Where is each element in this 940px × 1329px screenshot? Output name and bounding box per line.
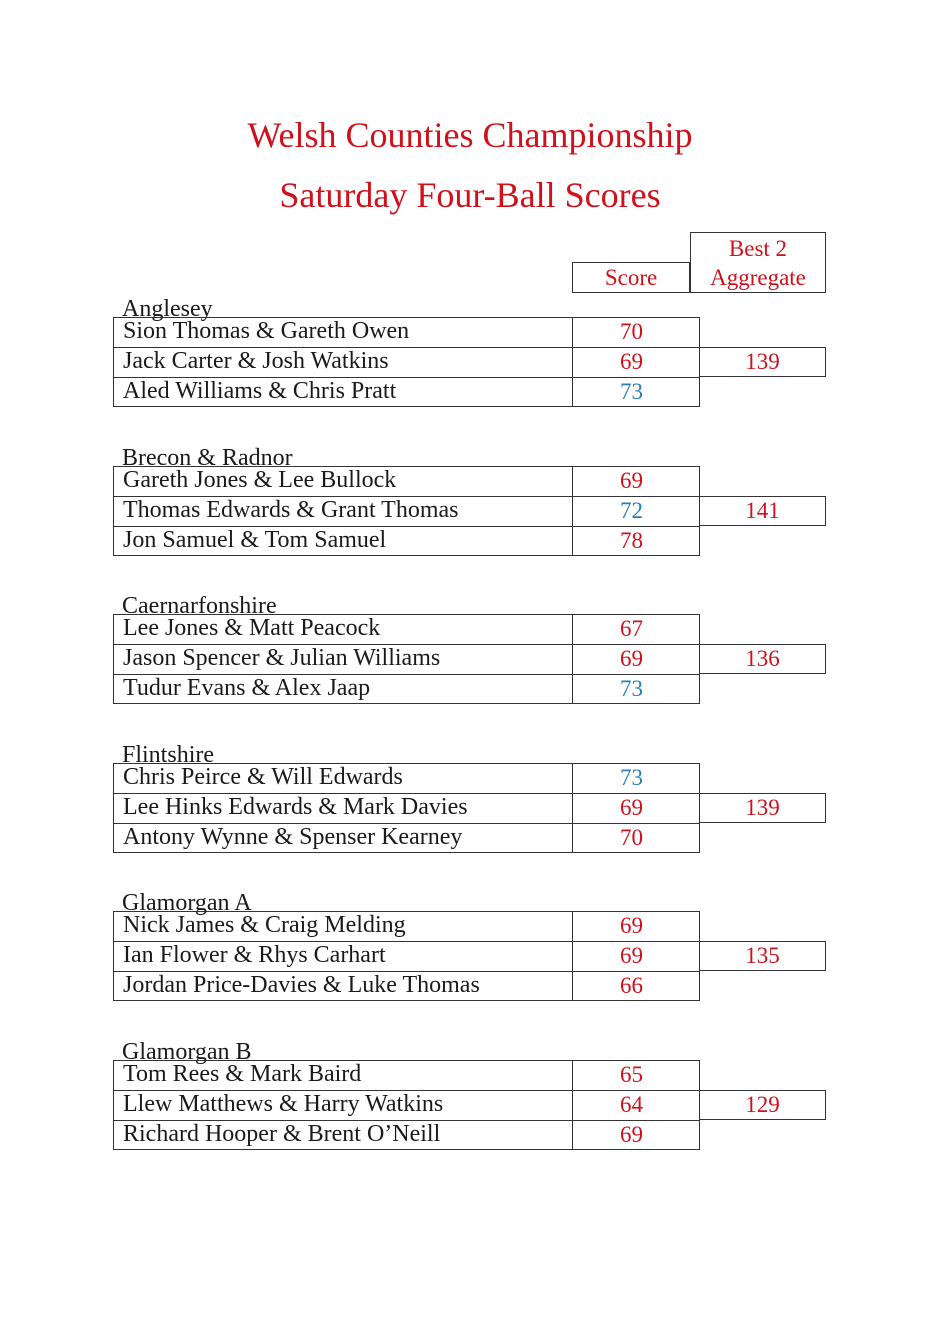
best-2-label: Best 2 [728,236,788,261]
county-name: Caernarfonshire [122,593,277,620]
pair-score-cell: 64 [572,1090,700,1120]
page-title: Welsh Counties Championship [247,115,693,155]
pair-score-cell: 73 [572,674,700,704]
pair-name-cell: Gareth Jones & Lee Bullock [113,466,573,496]
pair-score-cell: 66 [572,971,700,1001]
aggregate-cell: 139 [699,347,826,377]
aggregate-label: Aggregate [710,265,806,290]
county-name: Anglesey [122,296,213,322]
pair-score-cell: 70 [572,823,700,853]
pair-name-cell: Jason Spencer & Julian Williams [113,644,573,674]
pair-score-cell: 69 [572,911,700,941]
aggregate-cell: 136 [699,644,826,674]
pair-name-cell: Nick James & Craig Melding [113,911,573,941]
aggregate-cell: 135 [699,941,826,971]
county-name: Glamorgan B [122,1039,252,1065]
pair-name-cell: Thomas Edwards & Grant Thomas [113,496,573,526]
pair-name-cell: Aled Williams & Chris Pratt [113,377,573,407]
pair-name-cell: Jon Samuel & Tom Samuel [113,526,573,556]
pair-score-cell: 70 [572,317,700,347]
score-column-header: Score [572,262,690,293]
pair-score-cell: 65 [572,1060,700,1090]
aggregate-cell: 141 [699,496,826,526]
pair-name-cell: Chris Peirce & Will Edwards [113,763,573,793]
aggregate-cell: 139 [699,793,826,823]
pair-score-cell: 69 [572,347,700,377]
pair-name-cell: Antony Wynne & Spenser Kearney [113,823,573,853]
pair-name-cell: Sion Thomas & Gareth Owen [113,317,573,347]
pair-name-cell: Jordan Price-Davies & Luke Thomas [113,971,573,1001]
pair-name-cell: Lee Jones & Matt Peacock [113,614,573,644]
pair-name-cell: Tom Rees & Mark Baird [113,1060,573,1090]
pair-score-cell: 69 [572,466,700,496]
pair-name-cell: Llew Matthews & Harry Watkins [113,1090,573,1120]
pair-name-cell: Jack Carter & Josh Watkins [113,347,573,377]
pair-score-cell: 73 [572,377,700,407]
county-name: Flintshire [122,741,215,768]
pair-score-cell: 73 [572,763,700,793]
pair-score-cell: 72 [572,496,700,526]
pair-score-cell: 78 [572,526,700,556]
pair-name-cell: Tudur Evans & Alex Jaap [113,674,573,704]
page-subtitle: Saturday Four-Ball Scores [279,175,661,215]
pair-name-cell: Richard Hooper & Brent O’Neill [113,1120,573,1150]
pair-name-cell: Lee Hinks Edwards & Mark Davies [113,793,573,823]
pair-score-cell: 69 [572,793,700,823]
county-name: Brecon & Radnor [122,444,293,471]
pair-score-cell: 69 [572,644,700,674]
county-name: Glamorgan A [122,890,252,917]
best-2-aggregate-header [690,232,826,293]
pair-score-cell: 67 [572,614,700,644]
pair-score-cell: 69 [572,941,700,971]
aggregate-cell: 129 [699,1090,826,1120]
pair-name-cell: Ian Flower & Rhys Carhart [113,941,573,971]
pair-score-cell: 69 [572,1120,700,1150]
